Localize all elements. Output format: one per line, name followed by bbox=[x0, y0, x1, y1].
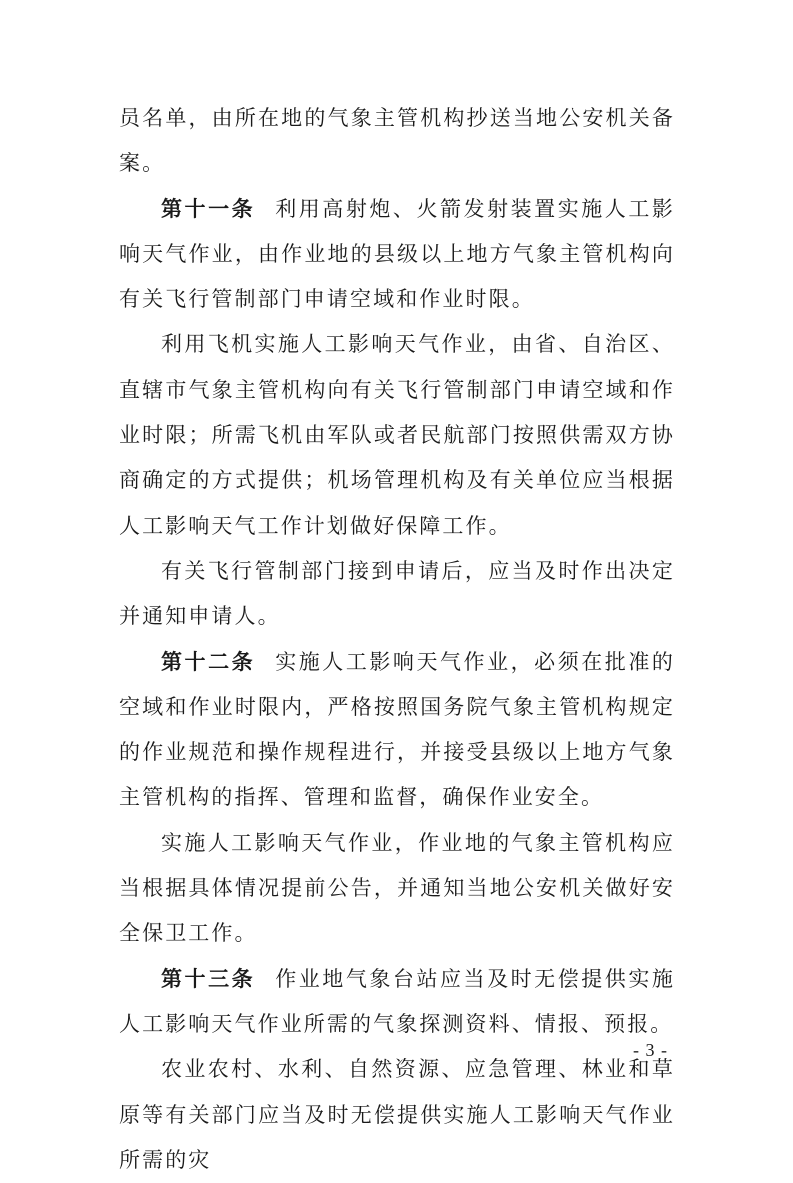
paragraph-text: 利用高射炮、火箭发射装置实施人工影响天气作业，由作业地的县级以上地方气象主管机构向有关飞行管制部门申请空域和作业时限。 bbox=[119, 196, 675, 312]
paragraph-text: 作业地气象台站应当及时无偿提供实施人工影响天气作业所需的气象探测资料、情报、预报。 bbox=[119, 966, 675, 1036]
document-body bbox=[119, 96, 675, 1183]
article-13-paragraph bbox=[119, 957, 675, 1048]
article-number: 第十一条 bbox=[161, 196, 256, 221]
paragraph-text: 实施人工影响天气作业，作业地的气象主管机构应当根据具体情况提前公告，并通知当地公安机关做好安全保卫工作。 bbox=[119, 830, 675, 946]
page-number: - 3 - bbox=[633, 1040, 668, 1060]
paragraph-text: 员名单，由所在地的气象主管机构抄送当地公安机关备案。 bbox=[119, 106, 675, 176]
paragraph-text: 农业农村、水利、自然资源、应急管理、林业和草原等有关部门应当及时无偿提供实施人工影响天气作业所需的灾 bbox=[119, 1057, 675, 1172]
paragraph-text: 实施人工影响天气作业，必须在批准的空域和作业时限内，严格按照国务院气象主管机构规定的作业规范和操作规程进行，并接受县级以上地方气象主管机构的指挥、管理和监督，确保作业安全。 bbox=[119, 649, 675, 810]
paragraph-4 bbox=[119, 549, 675, 640]
paragraph-6 bbox=[119, 821, 675, 957]
article-number: 第十二条 bbox=[161, 649, 256, 674]
article-number: 第十三条 bbox=[161, 966, 256, 991]
paragraph-text: 有关飞行管制部门接到申请后，应当及时作出决定并通知申请人。 bbox=[119, 558, 675, 629]
paragraph-3 bbox=[119, 322, 675, 548]
paragraph-text: 利用飞机实施人工影响天气作业，由省、自治区、直辖市气象主管机构向有关飞行管制部门申请空域和作业时限；所需飞机由军队或者民航部门按照供需双方协商确定的方式提供；机场管理机构及有关单位应当根据人工影响天气工作计划做好保障工作。 bbox=[119, 332, 675, 538]
article-11-paragraph bbox=[119, 187, 675, 323]
paragraph-1 bbox=[119, 96, 675, 187]
paragraph-8 bbox=[119, 1047, 675, 1183]
article-12-paragraph bbox=[119, 640, 675, 821]
